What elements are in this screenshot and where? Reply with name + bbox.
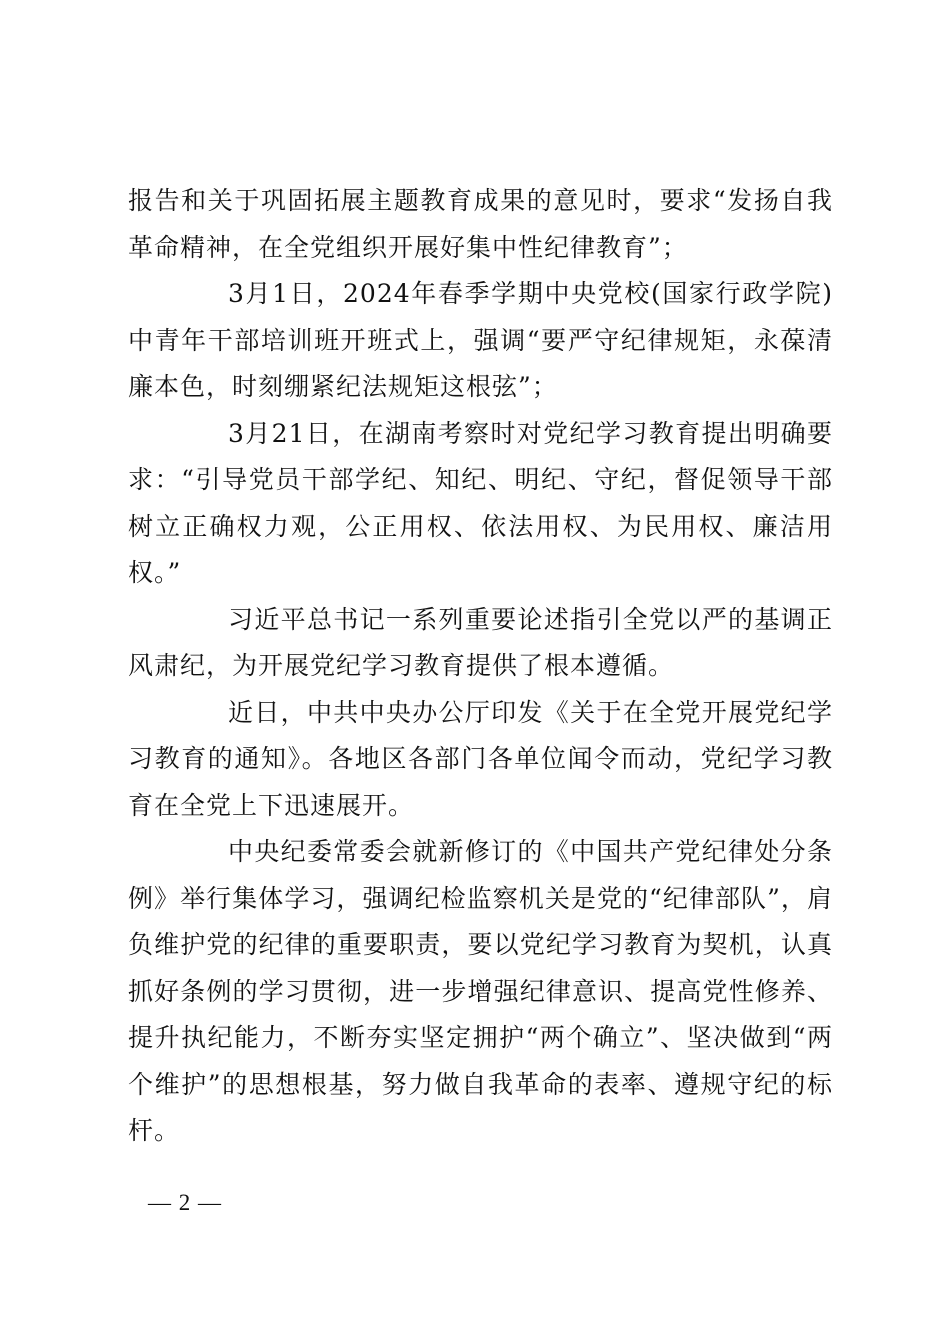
- paragraph-march-1: 3月1日，2024年春季学期中央党校(国家行政学院)中青年干部培训班开班式上，强调“要严守纪律规矩，永葆清廉本色，时刻绷紧纪法规矩这根弦”；: [128, 279, 833, 401]
- paragraph-guidance: 习近平总书记一系列重要论述指引全党以严的基调正风肃纪，为开展党纪学习教育提供了根本遵循。: [128, 604, 833, 680]
- page-number: — 2 —: [148, 1190, 222, 1215]
- paragraph-continued: 报告和关于巩固拓展主题教育成果的意见时，要求“发扬自我革命精神，在全党组织开展好集中性纪律教育”；: [128, 186, 833, 262]
- paragraph-march-21: 3月21日，在湖南考察时对党纪学习教育提出明确要求：“引导党员干部学纪、知纪、明纪、守纪，督促领导干部树立正确权力观，公正用权、依法用权、为民用权、廉洁用权。”: [128, 418, 833, 587]
- paragraph-commission: 中央纪委常委会就新修订的《中国共产党纪律处分条例》举行集体学习，强调纪检监察机关是党的“纪律部队”，肩负维护党的纪律的重要职责，要以党纪学习教育为契机，认真抓好条例的学习贯彻，进一步增强纪律意识、提高党性修养、提升执纪能力，不断夯实坚定拥护“两个确立”、坚决做到“两个维护”的思想根基，努力做自我革命的表率、遵规守纪的标杆。: [128, 837, 833, 1145]
- document-body: [128, 178, 833, 1155]
- paragraph-notice: 近日，中共中央办公厅印发《关于在全党开展党纪学习教育的通知》。各地区各部门各单位闻令而动，党纪学习教育在全党上下迅速展开。: [128, 697, 833, 820]
